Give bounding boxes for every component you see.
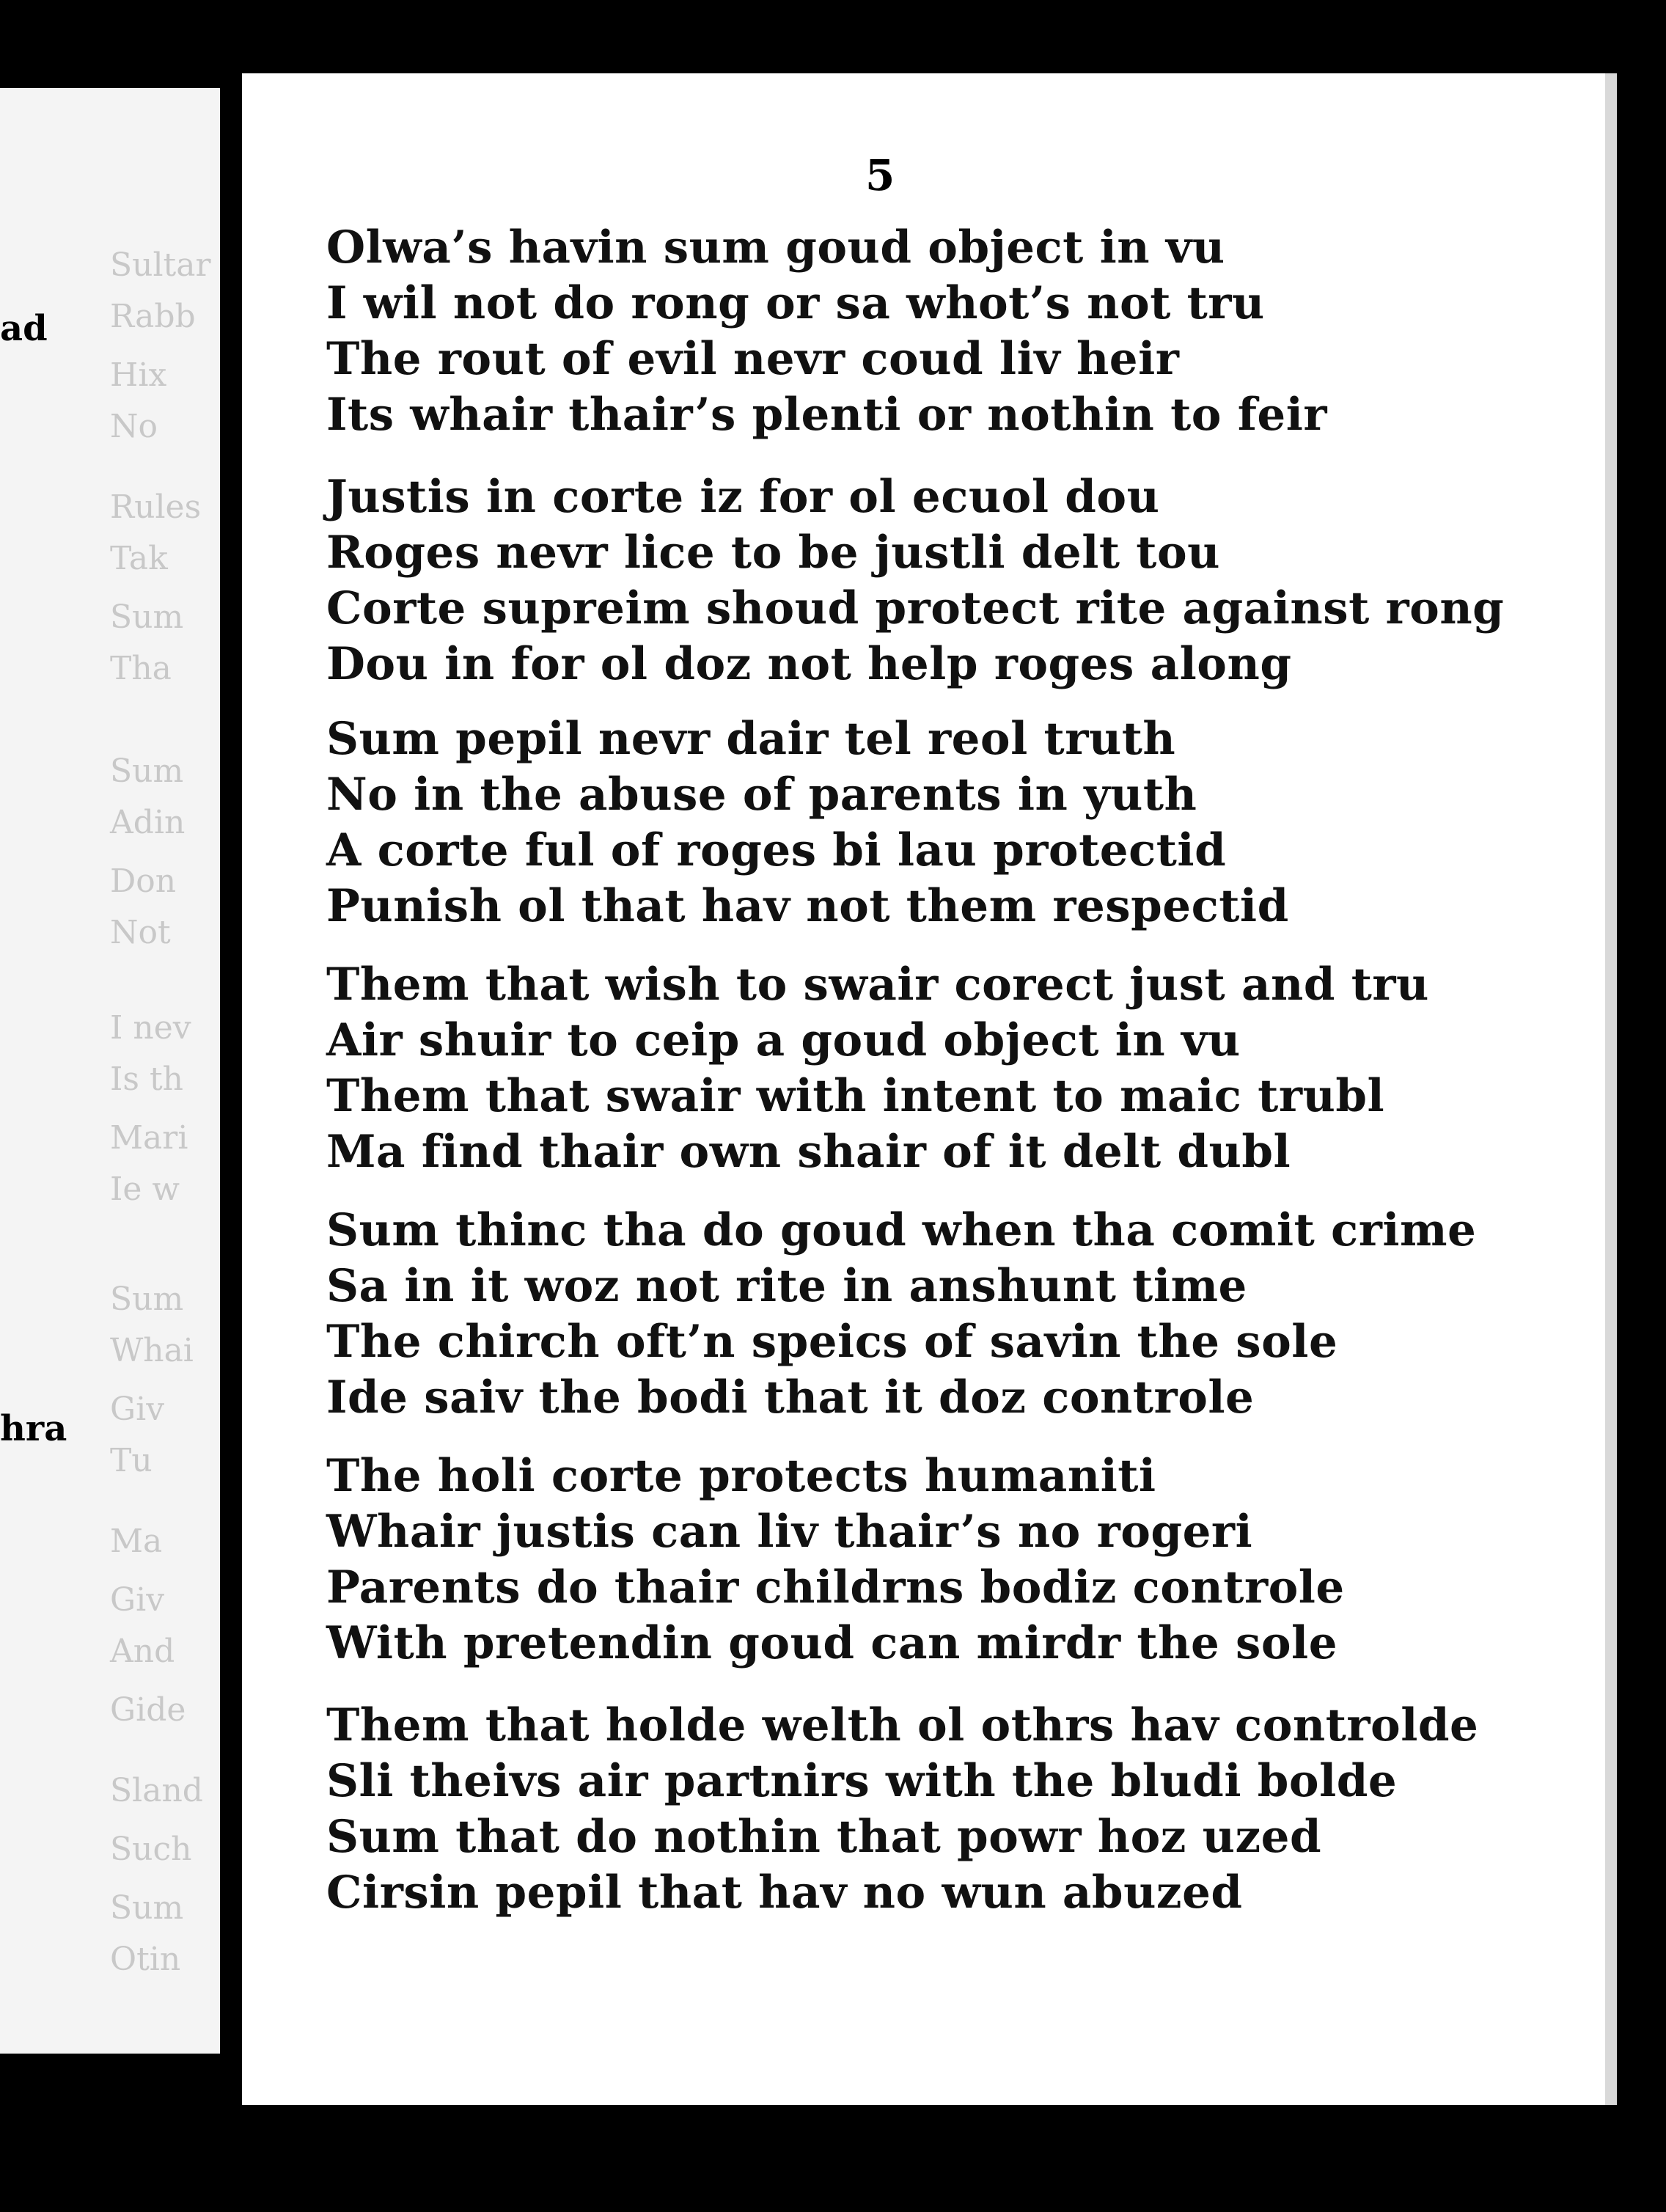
stanza <box>326 220 1327 443</box>
verse-line: Sa in it woz not rite in anshunt time <box>326 1260 1247 1312</box>
verse-line: The rout of evil nevr coud liv heir <box>326 333 1180 385</box>
bleed-through-text: Ie w <box>110 1171 180 1208</box>
verse-line: Sum thinc tha do goud when tha comit crime <box>326 1204 1477 1256</box>
bleed-through-text: Tha <box>110 650 172 687</box>
facing-page-fragment: ad <box>0 308 48 349</box>
bleed-through-text: Giv <box>110 1391 165 1428</box>
book-gutter <box>220 95 242 2039</box>
verse-line: Punish ol that hav not them respectid <box>326 880 1289 932</box>
page-number: 5 <box>865 150 895 200</box>
verse-line: A corte ful of roges bi lau protectid <box>326 824 1227 876</box>
verse-line: The chirch oft’n speics of savin the sole <box>326 1316 1338 1368</box>
facing-page-fragment: hra <box>0 1408 67 1449</box>
bleed-through-text: Mari <box>110 1119 188 1157</box>
bleed-through-text: Sum <box>110 1889 184 1927</box>
bleed-through-text: Such <box>110 1831 192 1868</box>
bleed-through-text: Sland <box>110 1772 203 1809</box>
verse-line: Dou in for ol doz not help roges along <box>326 638 1292 690</box>
verse-line: Its whair thair’s plenti or nothin to feir <box>326 389 1328 441</box>
stanza <box>326 957 1429 1180</box>
verse-line: Sum pepil nevr dair tel reol truth <box>326 713 1176 765</box>
verse-line: Air shuir to ceip a goud object in vu <box>326 1014 1241 1066</box>
bleed-through-text: Is th <box>110 1061 183 1098</box>
bleed-through-text: No <box>110 408 158 445</box>
stanza <box>326 1449 1345 1671</box>
verse-line: Justis in corte iz for ol ecuol dou <box>326 471 1160 523</box>
bleed-through-text: Rabb <box>110 298 196 335</box>
bleed-through-text: Sum <box>110 598 184 636</box>
stanza <box>326 1203 1476 1426</box>
stanza <box>326 469 1504 692</box>
verse-line: Them that wish to swair corect just and tru <box>326 959 1429 1011</box>
bleed-through-text: Sum <box>110 1281 184 1318</box>
verse-line: Ide saiv the bodi that it doz controle <box>326 1371 1255 1424</box>
verse-line: Them that swair with intent to maic trubl <box>326 1070 1385 1122</box>
bleed-through-text: Adin <box>110 804 186 841</box>
stanza <box>326 711 1289 934</box>
verse-line: Corte supreim shoud protect rite against rong <box>326 582 1505 634</box>
verse-line: Parents do thair childrns bodiz controle <box>326 1561 1345 1614</box>
verse-line: Them that holde welth ol othrs hav controlde <box>326 1699 1479 1751</box>
bleed-through-text: And <box>110 1633 175 1670</box>
bleed-through-text: Whai <box>110 1332 194 1369</box>
bleed-through-text: Sultar <box>110 246 211 284</box>
verse-line: Olwa’s havin sum goud object in vu <box>326 221 1225 274</box>
verse-line: Sli theivs air partnirs with the bludi bolde <box>326 1755 1398 1807</box>
verse-line: Sum that do nothin that powr hoz uzed <box>326 1811 1322 1863</box>
verse-line: With pretendin goud can mirdr the sole <box>326 1617 1338 1669</box>
bleed-through-text: Sum <box>110 752 184 790</box>
bleed-through-text: Hix <box>110 356 167 394</box>
facing-page <box>0 88 220 2054</box>
bleed-through-text: Ma <box>110 1523 163 1560</box>
bleed-through-text: Giv <box>110 1581 165 1619</box>
verse-line: Ma find thair own shair of it delt dubl <box>326 1126 1291 1178</box>
stanza <box>326 1698 1478 1921</box>
verse-line: I wil not do rong or sa whot’s not tru <box>326 277 1265 329</box>
bleed-through-text: Rules <box>110 488 202 526</box>
bleed-through-text: Not <box>110 914 171 951</box>
paper-tab <box>1005 95 1591 176</box>
verse-line: No in the abuse of parents in yuth <box>326 769 1197 821</box>
bleed-through-text: Tu <box>110 1442 153 1479</box>
bleed-through-text: Tak <box>110 540 168 577</box>
verse-line: The holi corte protects humaniti <box>326 1450 1156 1502</box>
verse-line: Cirsin pepil that hav no wun abuzed <box>326 1867 1243 1919</box>
verse-line: Roges nevr lice to be justli delt tou <box>326 527 1221 579</box>
bleed-through-text: Gide <box>110 1691 186 1729</box>
verse-line: Whair justis can liv thair’s no rogeri <box>326 1506 1253 1558</box>
bleed-through-text: I nev <box>110 1009 191 1047</box>
bleed-through-text: Don <box>110 863 177 900</box>
bleed-through-text: Otin <box>110 1941 181 1978</box>
